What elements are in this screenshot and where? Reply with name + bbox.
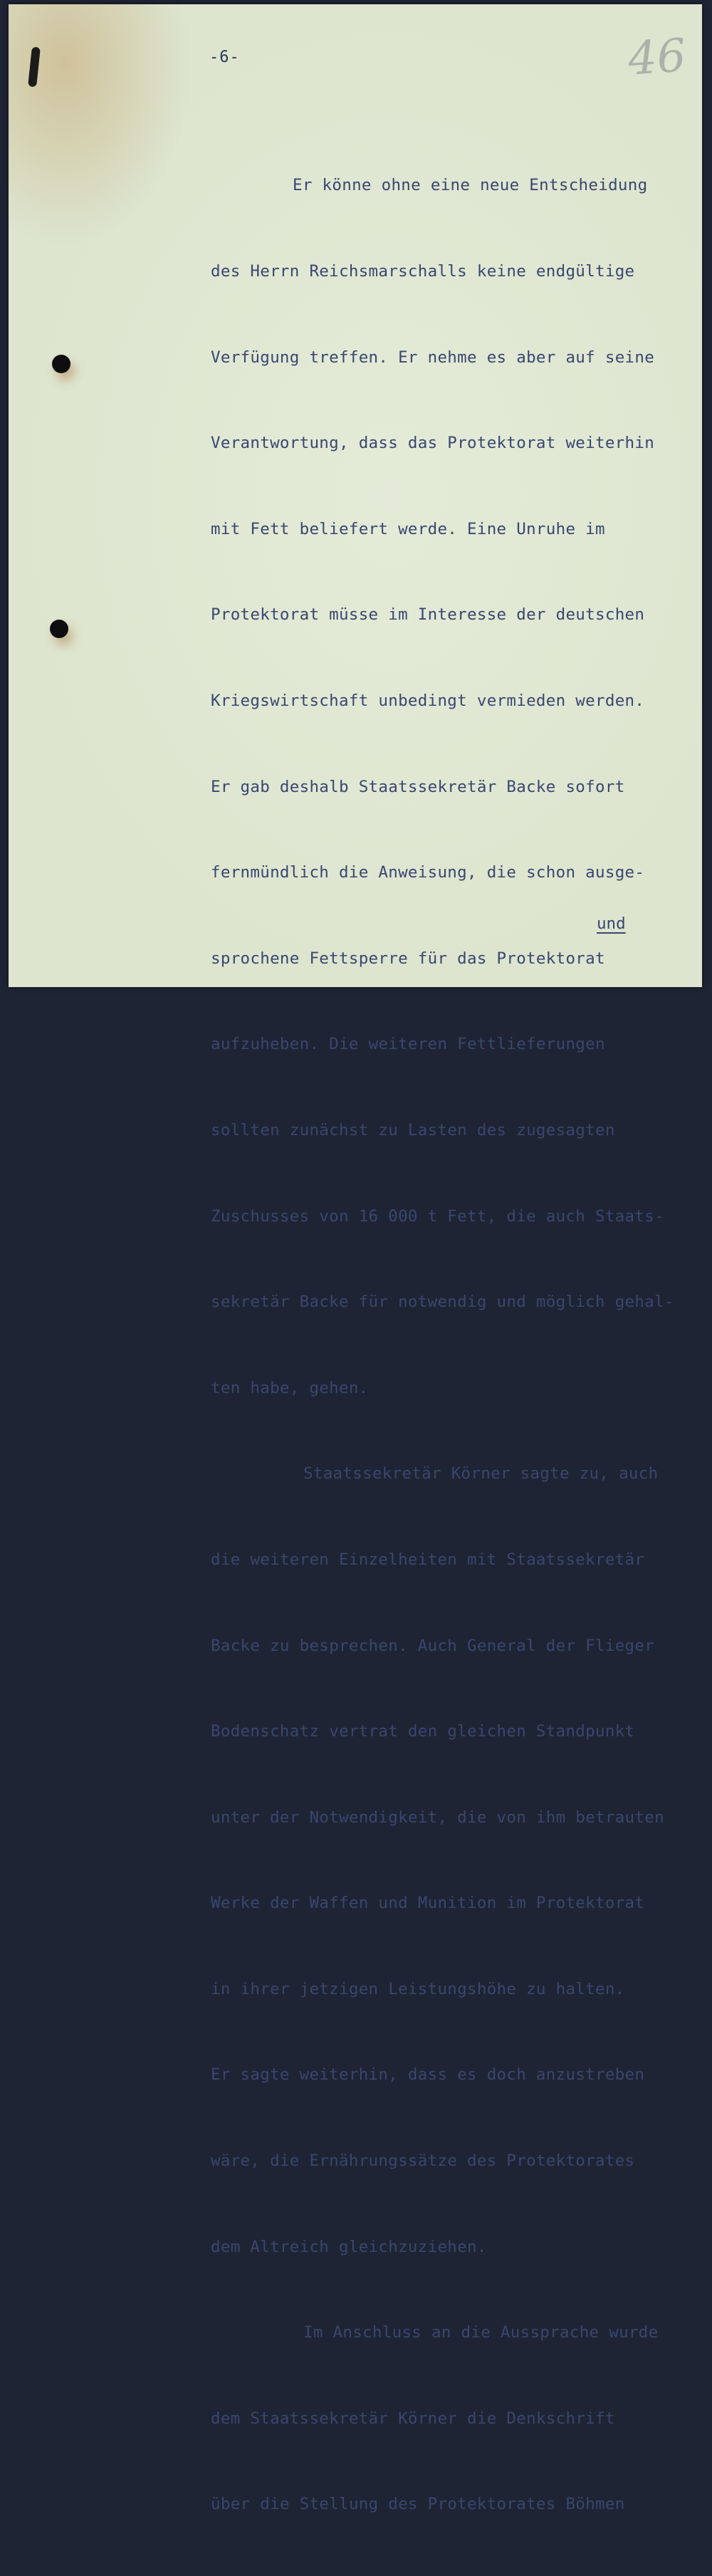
text-line: Staatssekretär Körner sagte zu, auch <box>303 1464 659 1483</box>
document-page <box>9 4 702 2514</box>
text-line: dem Staatssekretär Körner die Denkschrift <box>211 2409 615 2428</box>
text-line: wäre, die Ernährungssätze des Protektorates <box>211 2152 635 2171</box>
text-line: Er könne ohne eine neue Entscheidung <box>293 176 648 195</box>
text-line: ten habe, gehen. <box>211 1378 369 1397</box>
text-line: Verfügung treffen. Er nehme es aber auf seine <box>211 348 655 367</box>
text-line: in ihrer jetzigen Leistungshöhe zu halten. <box>211 1979 625 1998</box>
text-line: Bodenschatz vertrat den gleichen Standpunkt <box>211 1722 635 1741</box>
text-line: dem Altreich gleichzuziehen. <box>211 2237 487 2256</box>
folio-mark: 46 <box>626 29 688 86</box>
text-line: mit Fett beliefert werde. Eine Unruhe im <box>211 519 605 538</box>
text-line: Protektorat müsse im Interesse der deutschen <box>211 605 645 625</box>
text-line: die weiteren Einzelheiten mit Staatssekretär <box>211 1550 645 1569</box>
text-line: Er sagte weiterhin, dass es doch anzustreben <box>211 2065 645 2085</box>
text-line: fernmündlich die Anweisung, die schon ausge- <box>211 863 645 882</box>
text-line: Werke der Waffen und Munition im Protektorat <box>211 1894 645 1913</box>
text-line: Kriegswirtschaft unbedingt vermieden werden. <box>211 691 645 710</box>
text-line: sekretär Backe für notwendig und möglich gehal- <box>211 1293 674 1312</box>
text-line: aufzuheben. Die weiteren Fettlieferungen <box>211 1035 605 1054</box>
text-line: Er gab deshalb Staatssekretär Backe sofort <box>211 777 625 796</box>
text-line: Im Anschluss an die Aussprache wurde <box>303 2323 659 2342</box>
text-line: Zuschusses von 16 000 t Fett, die auch Staats- <box>211 1206 664 1226</box>
text-line: über die Stellung des Protektorates Böhmen <box>211 2495 625 2514</box>
ink-stain <box>28 47 41 88</box>
text-line: Backe zu besprechen. Auch General der Flieger <box>211 1636 655 1655</box>
typed-body-text <box>211 114 702 2576</box>
catchword: und <box>597 914 626 933</box>
text-line: sprochene Fettsperre für das Protektorat <box>211 949 605 968</box>
punch-hole-bottom <box>50 620 68 638</box>
text-line: sollten zunächst zu Lasten des zugesagten <box>211 1120 615 1140</box>
text-line: unter der Notwendigkeit, die von ihm betrauten <box>211 1808 664 1827</box>
punch-hole-top <box>52 355 70 373</box>
text-line: Verantwortung, dass das Protektorat weiterhin <box>211 434 655 453</box>
page-number: -6- <box>209 48 240 66</box>
text-line: des Herrn Reichsmarschalls keine endgültige <box>211 262 635 281</box>
